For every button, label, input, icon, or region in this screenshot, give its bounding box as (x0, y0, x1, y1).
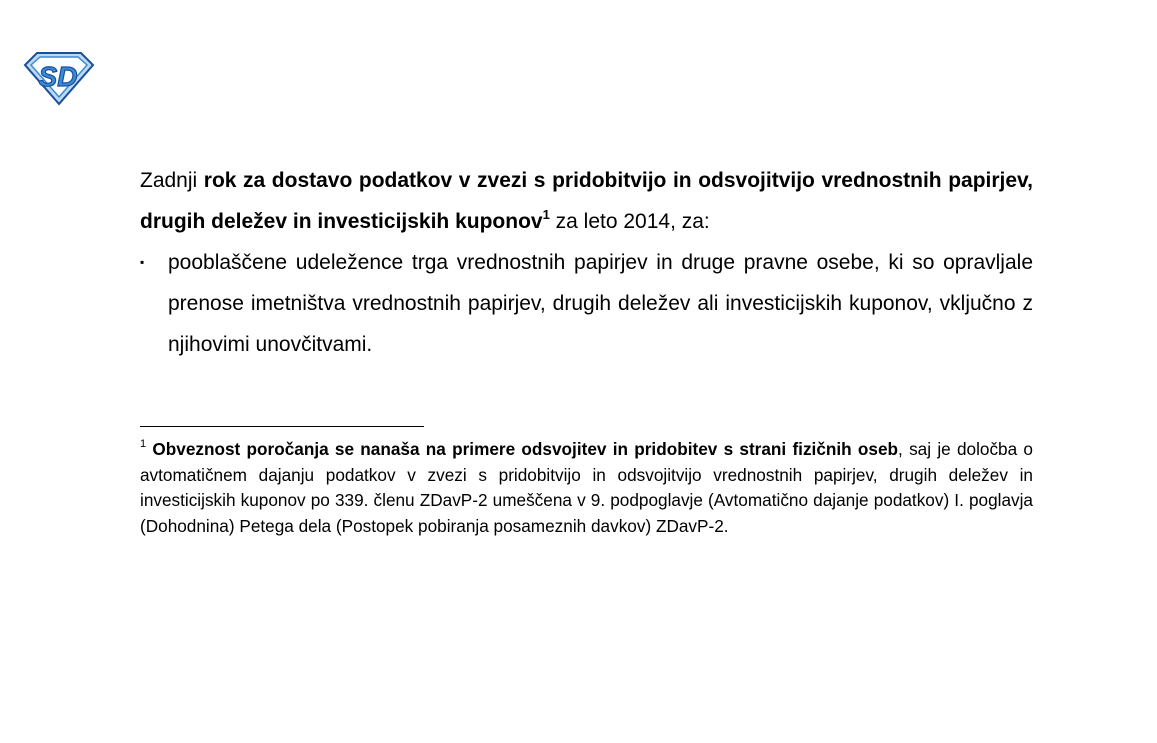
footnote-divider (140, 426, 424, 427)
intro-bold-text: rok za dostavo podatkov v zvezi s pridobitvijo in odsvojitvijo vrednostnih papirjev, drugih deležev in investicijskih kuponov (140, 169, 1034, 233)
sd-logo-text: SD (38, 61, 78, 92)
intro-suffix: za leto 2014, za: (549, 210, 710, 233)
list-item (140, 242, 1033, 365)
sd-logo-graphic (22, 50, 96, 106)
footnote-reference[interactable]: 1 (542, 207, 550, 222)
sd-logo (22, 50, 96, 106)
deadline-paragraph (140, 160, 1033, 242)
footnote-number: 1 (140, 438, 147, 450)
recipient-list (140, 242, 1033, 365)
footnote (140, 437, 1033, 539)
main-content (140, 160, 1033, 365)
square-bullet-icon: ▪ (140, 255, 145, 269)
list-item-text: pooblaščene udeležence trga vrednostnih papirjev in druge pravne osebe, ki so opravljale prenose imetništva vrednostnih papirjev, drugih deležev ali investicijskih kuponov, vključno z njihovimi unovčitvami. (168, 251, 1033, 356)
intro-prefix: Zadnji (140, 169, 204, 192)
footnote-bold-text: Obveznost poročanja se nanaša na primere odsvojitev in pridobitev s strani fizičnih oseb (152, 439, 899, 459)
footnote-text: , saj je določba o avtomatičnem dajanju podatkov v zvezi s pridobitvijo in odsvojitvijo vrednostnih papirjev, drugih deležev in investicijskih kuponov po 339. členu ZDavP-2 umeščena v 9. podpoglavje (Avtomatično dajanje podatkov) I. poglavja (Dohodnina) Petega dela (Postopek pobiranja posameznih davkov) ZDavP-2. (140, 439, 1033, 536)
